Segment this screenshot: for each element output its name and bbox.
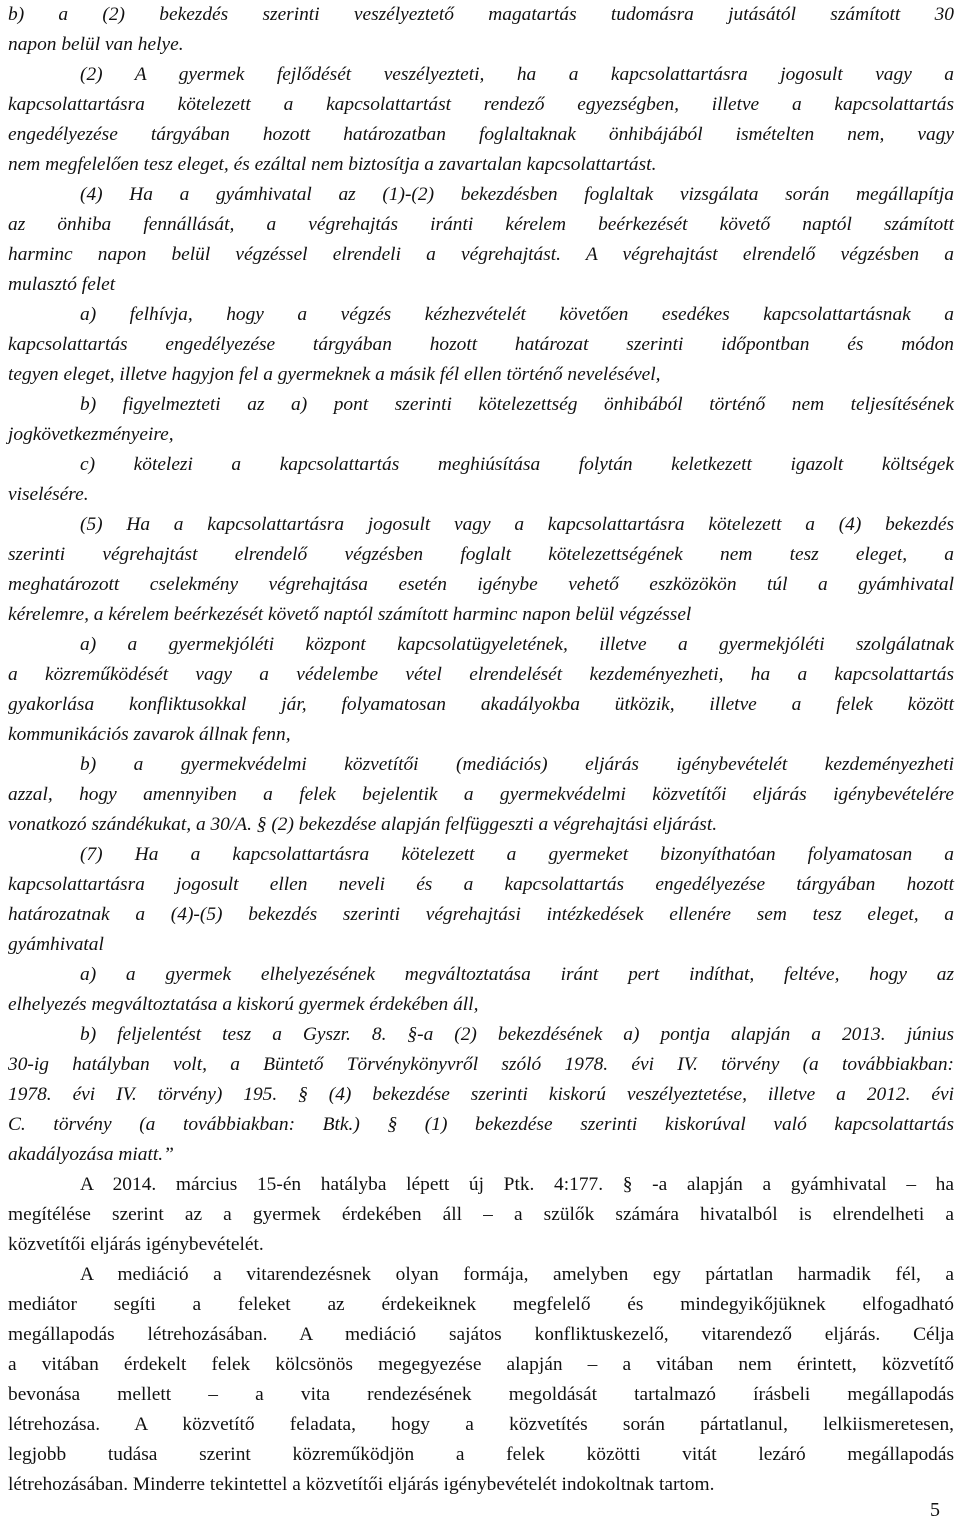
text-line: megítélése szerint az a gyermek érdekében áll – a szülők számára hivatalból is elrendelheti a	[8, 1204, 954, 1225]
text-line: 30-ig hatályban volt, a Büntető Törvénykönyvről szóló 1978. évi IV. törvény (a továbbiakban:	[8, 1054, 954, 1075]
text-line: gyámhivatal	[8, 934, 104, 955]
text-line: napon belül van helye.	[8, 34, 184, 55]
text-line: kommunikációs zavarok állnak fenn,	[8, 724, 291, 745]
text-line: elhelyezés megváltoztatása a kiskorú gyermek érdekében áll,	[8, 994, 479, 1015]
paragraph-first-line: A mediáció a vitarendezésnek olyan formája, amelyben egy pártatlan harmadik fél, a	[80, 1264, 954, 1285]
paragraph-first-line: (2) A gyermek fejlődését veszélyezteti, ha a kapcsolattartásra jogosult vagy a	[80, 64, 954, 85]
list-item-first-line: a) a gyermek elhelyezésének megváltoztatása iránt pert indíthat, feltéve, hogy az	[80, 964, 954, 985]
paragraph-first-line: (4) Ha a gyámhivatal az (1)-(2) bekezdésben foglaltak vizsgálata során megállapítja	[80, 184, 954, 205]
text-line: a vitában érdekelt felek kölcsönös megegyezése alapján – a vitában nem érintett, közvetítő	[8, 1354, 954, 1375]
paragraph-first-line: A 2014. március 15-én hatályba lépett új Ptk. 4:177. § -a alapján a gyámhivatal – ha	[80, 1174, 954, 1195]
text-line: 1978. évi IV. törvény) 195. § (4) bekezdése szerinti kiskorú veszélyeztetése, illetve a 2012. évi	[8, 1084, 954, 1105]
text-line: bevonása mellett – a vita rendezésének megoldását tartalmazó írásbeli megállapodás	[8, 1384, 954, 1405]
list-item-first-line: c) kötelezi a kapcsolattartás meghiúsítása folytán keletkezett igazolt költségek	[80, 454, 954, 475]
text-line: közvetítői eljárás igénybevételét.	[8, 1234, 264, 1255]
text-line: viselésére.	[8, 484, 89, 505]
text-line: b) a (2) bekezdés szerinti veszélyeztető magatartás tudomásra jutásától számított 30	[8, 4, 954, 25]
paragraph-first-line: (5) Ha a kapcsolattartásra jogosult vagy a kapcsolattartásra kötelezett a (4) bekezdés	[80, 514, 954, 535]
text-line: nem megfelelően tesz eleget, és ezáltal nem biztosítja a zavartalan kapcsolattartást.	[8, 154, 657, 175]
text-line: határozatnak a (4)-(5) bekezdés szerinti végrehajtási intézkedések ellenére sem tesz eleget, a	[8, 904, 954, 925]
text-line: kérelemre, a kérelem beérkezését követő naptól számított harminc napon belül végzéssel	[8, 604, 692, 625]
text-line: meghatározott cselekmény végrehajtása esetén igénybe vehető eszközökön túl a gyámhivatal	[8, 574, 954, 595]
text-line: megállapodás létrehozásában. A mediáció sajátos konfliktuskezelő, vitarendező eljárás. Célja	[8, 1324, 954, 1345]
list-item-first-line: a) a gyermekjóléti központ kapcsolatügyeletének, illetve a gyermekjóléti szolgálatnak	[80, 634, 954, 655]
text-line: az önhiba fennállását, a végrehajtás iránti kérelem beérkezését követő naptól számított	[8, 214, 954, 235]
list-item-first-line: b) feljelentést tesz a Gyszr. 8. §-a (2) bekezdésének a) pontja alapján a 2013. június	[80, 1024, 954, 1045]
text-line: C. törvény (a továbbiakban: Btk.) § (1) bekezdése szerinti kiskorúval való kapcsolattartás	[8, 1114, 954, 1135]
paragraph-first-line: (7) Ha a kapcsolattartásra kötelezett a gyermeket bizonyíthatóan folyamatosan a	[80, 844, 954, 865]
text-line: létrehozásában. Minderre tekintettel a közvetítői eljárás igénybevételét indokoltnak tartom.	[8, 1474, 715, 1495]
text-line: kapcsolattartás engedélyezése tárgyában hozott határozat szerinti időpontban és módon	[8, 334, 954, 355]
list-item-first-line: b) a gyermekvédelmi közvetítői (mediációs) eljárás igénybevételét kezdeményezheti	[80, 754, 954, 775]
list-item-first-line: a) felhívja, hogy a végzés kézhezvételét követően esedékes kapcsolattartásnak a	[80, 304, 954, 325]
text-line: akadályozása miatt.”	[8, 1144, 174, 1165]
text-line: a közreműködését vagy a védelembe vétel elrendelését kezdeményezheti, ha a kapcsolattartás	[8, 664, 954, 685]
text-line: jogkövetkezményeire,	[8, 424, 174, 445]
text-line: gyakorlása konfliktusokkal jár, folyamatosan akadályokba ütközik, illetve a felek között	[8, 694, 954, 715]
text-line: legjobb tudása szerint közreműködjön a felek közötti vitát lezáró megállapodás	[8, 1444, 954, 1465]
text-line: vonatkozó szándékukat, a 30/A. § (2) bekezdése alapján felfüggeszti a végrehajtási eljárást.	[8, 814, 718, 835]
list-item-first-line: b) figyelmezteti az a) pont szerinti kötelezettség önhibából történő nem teljesítésének	[80, 394, 954, 415]
text-line: tegyen eleget, illetve hagyjon fel a gyermeknek a másik fél ellen történő nevelésével,	[8, 364, 661, 385]
text-line: létrehozása. A közvetítő feladata, hogy a közvetítés során pártatlanul, lelkiismeretesen,	[8, 1414, 954, 1435]
text-line: szerinti végrehajtást elrendelő végzésben foglalt kötelezettségének nem tesz eleget, a	[8, 544, 954, 565]
text-line: mediátor segíti a feleket az érdekeiknek megfelelő és mindegyikőjüknek elfogadható	[8, 1294, 954, 1315]
text-line: kapcsolattartásra jogosult ellen neveli és a kapcsolattartás engedélyezése tárgyában hozott	[8, 874, 954, 895]
text-line: harminc napon belül végzéssel elrendeli a végrehajtást. A végrehajtást elrendelő végzésben a	[8, 244, 954, 265]
text-line: engedélyezése tárgyában hozott határozatban foglaltaknak önhibájából ismételten nem, vagy	[8, 124, 954, 145]
text-line: mulasztó felet	[8, 274, 116, 295]
text-line: azzal, hogy amennyiben a felek bejelentik a gyermekvédelmi közvetítői eljárás igénybevételére	[8, 784, 954, 805]
text-line: kapcsolattartásra kötelezett a kapcsolattartást rendező egyezségben, illetve a kapcsolattartás	[8, 94, 954, 115]
page-number: 5	[930, 1499, 940, 1521]
